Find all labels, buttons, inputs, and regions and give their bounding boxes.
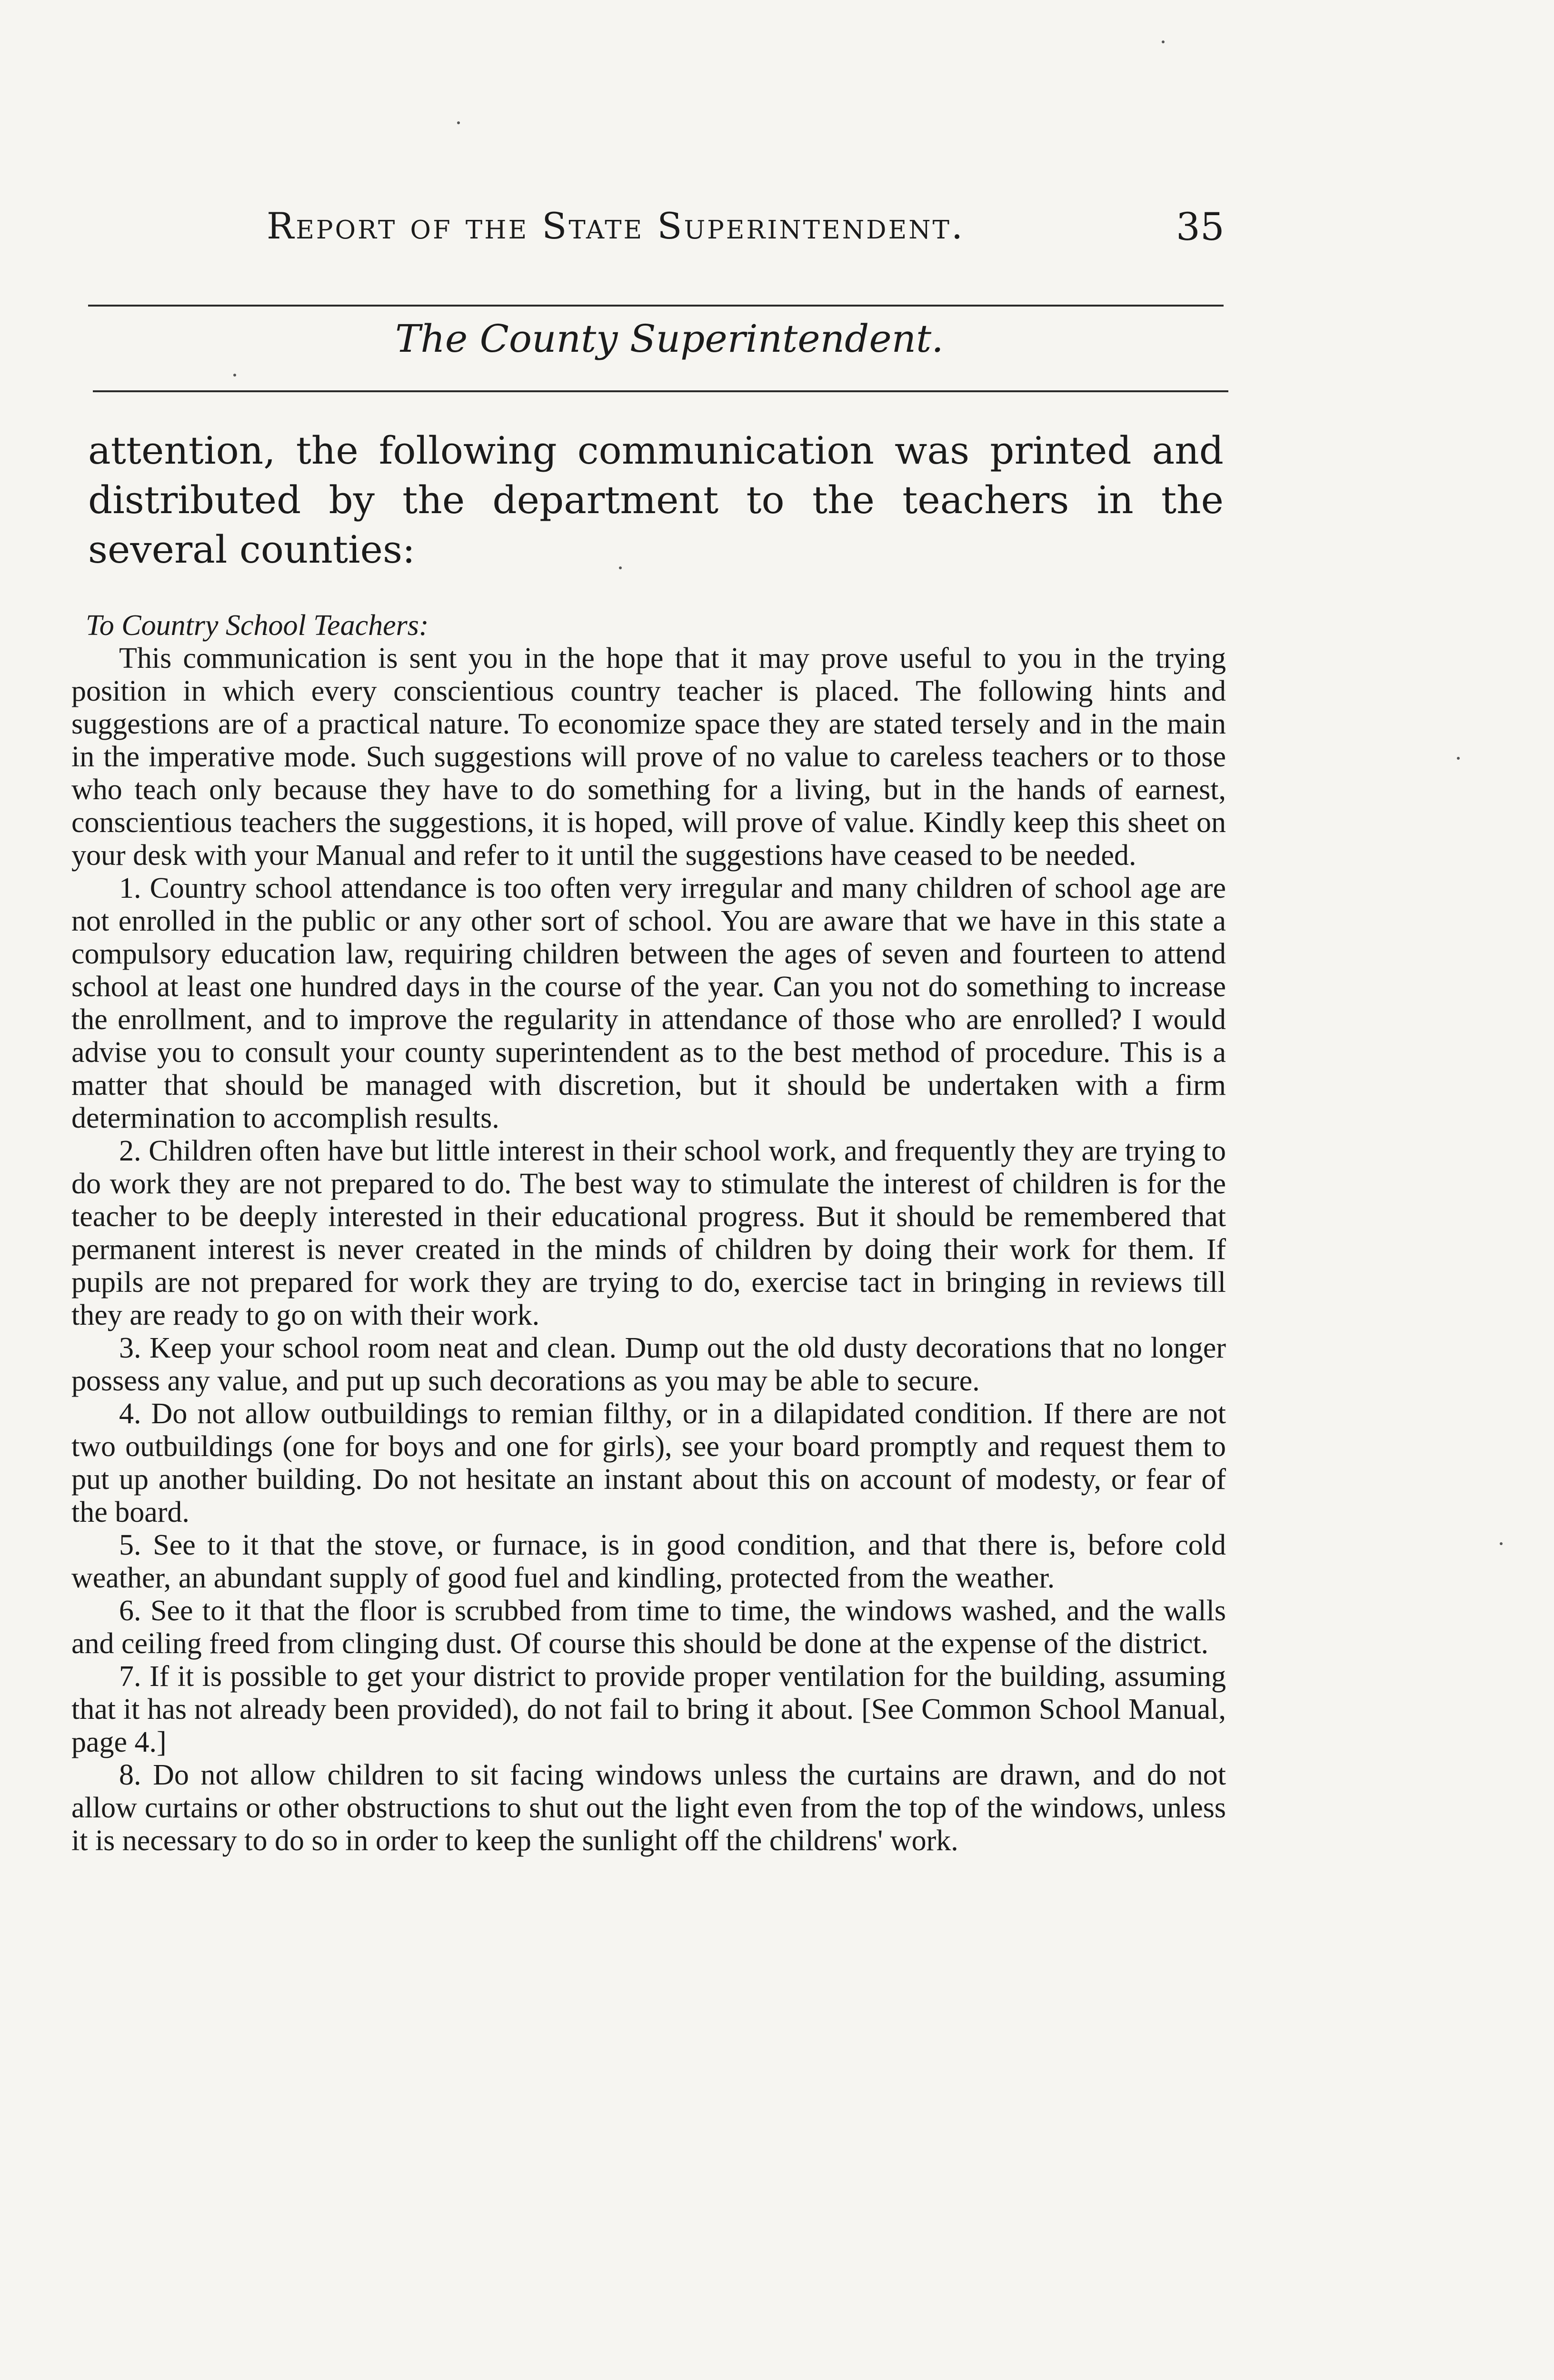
page-number: 35 <box>1176 205 1225 249</box>
numbered-item-2: 2. Children often have but little interest in their school work, and frequently they are trying to do work they are not prepared to do. The best way to stimulate the interest of children is for the teacher to be deeply interested in their educational progress. But it should be remembered that permanent interest is never created in the minds of children by doing their work for them. If pupils are not prepared for work they are trying to do, exercise tact in bringing in reviews till they are ready to go on with their work. <box>71 1135 1226 1331</box>
paper-speck <box>457 121 460 124</box>
letter-body <box>71 609 1226 1857</box>
numbered-item-4: 4. Do not allow outbuildings to remian filthy, or in a dilapidated condition. If there are not two outbuildings (one for boys and one for girls), see your board promptly and request them to put up another building. Do not hesitate an instant about this on account of modesty, or fear of the board. <box>71 1398 1226 1528</box>
paper-speck <box>233 374 236 377</box>
numbered-item-6: 6. See to it that the floor is scrubbed from time to time, the windows washed, and the walls and ceiling freed from clinging dust. Of course this should be done at the expense of the district. <box>71 1595 1226 1660</box>
numbered-item-3: 3. Keep your school room neat and clean. Dump out the old dusty decorations that no longer possess any value, and put up such decorations as you may be able to secure. <box>71 1332 1226 1397</box>
paper-speck <box>619 566 622 569</box>
letter-opening: This communication is sent you in the hope that it may prove useful to you in the trying position in which every conscientious country teacher is placed. The following hints and suggestions are of a practical nature. To economize space they are stated tersely and in the main in the imperative mode. Such suggestions will prove of no value to careless teachers or to those who teach only because they have to do something for a living, but in the hands of earnest, conscientious teachers the suggestions, it is hoped, will prove of value. Kindly keep this sheet on your desk with your Manual and refer to it until the suggestions have ceased to be needed. <box>71 642 1226 872</box>
numbered-item-8: 8. Do not allow children to sit facing windows unless the curtains are drawn, and do not allow curtains or other obstructions to shut out the light even from the top of the windows, unless it is necessary to do so in order to keep the sunlight off the childrens' work. <box>71 1759 1226 1857</box>
paper-speck <box>1162 40 1165 43</box>
section-title: The County Superintendent. <box>395 317 944 361</box>
numbered-item-7: 7. If it is possible to get your district to provide proper ventilation for the building, assuming that it has not already been provided), do not fail to bring it about. [See Common School Manual, page 4.] <box>71 1660 1226 1758</box>
running-head: Report of the State Superintendent. <box>267 205 965 247</box>
header-rule-top <box>88 305 1224 307</box>
numbered-item-1: 1. Country school attendance is too often very irregular and many children of school age are not enrolled in the public or any other sort of school. You are aware that we have in this state a compulsory education law, requiring children between the ages of seven and fourteen to attend school at least one hundred days in the course of the year. Can you not do something to increase the enrollment, and to improve the regularity in attendance of those who are enrolled? I would advise you to consult your county superintendent as to the best method of procedure. This is a matter that should be managed with discretion, but it should be undertaken with a firm determination to accomplish results. <box>71 872 1226 1134</box>
paper-speck <box>1500 1542 1503 1545</box>
intro-paragraph: attention, the following communication was printed and distributed by the department to the teachers in the several counties: <box>88 428 1224 572</box>
letter-salutation: To Country School Teachers: <box>86 609 429 642</box>
paper-speck <box>1457 757 1460 760</box>
header-rule-bottom <box>93 390 1228 392</box>
numbered-item-5: 5. See to it that the stove, or furnace, is in good condition, and that there is, before cold weather, an abundant supply of good fuel and kindling, protected from the weather. <box>71 1529 1226 1594</box>
